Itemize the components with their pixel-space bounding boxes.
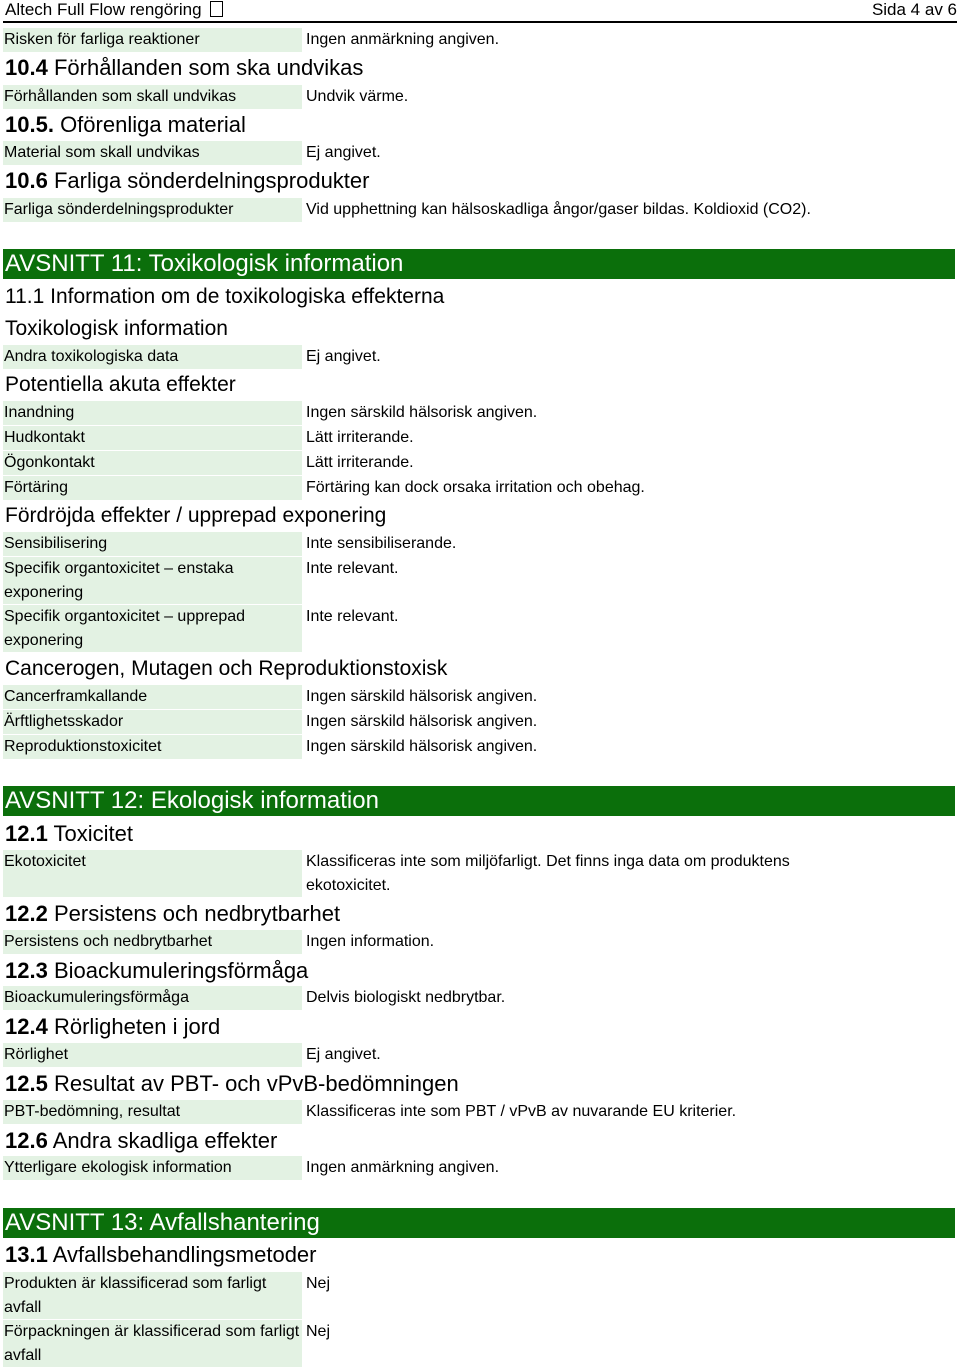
row-value: Ej angivet. (306, 1046, 381, 1063)
heading-10-4 (5, 54, 363, 82)
row-value: Ingen anmärkning angiven. (306, 31, 500, 48)
row-label: Material som skall undvikas (3, 141, 302, 165)
row-label: Förpackningen är klassificerad som farligt avfall (3, 1320, 302, 1367)
row-value: Nej (306, 1275, 331, 1292)
row-label: Hudkontakt (3, 426, 302, 450)
heading-number: 12.1 (5, 821, 48, 846)
heading-12-3 (5, 957, 308, 985)
row-value: Ingen särskild hälsorisk angiven. (306, 688, 538, 705)
row-label: Ytterligare ekologisk information (3, 1156, 302, 1180)
heading-text: Rörligheten i jord (53, 1014, 221, 1039)
row-value: Lätt irriterande. (306, 429, 414, 446)
row-label: Förhållanden som skall undvikas (3, 85, 302, 109)
row-value: Vid upphettning kan hälsoskadliga ångor/gaser bildas. Koldioxid (CO2). (306, 201, 811, 218)
row-value: Ingen anmärkning angiven. (306, 1159, 500, 1176)
section-13-bar: AVSNITT 13: Avfallshantering (3, 1208, 955, 1238)
heading-cmr: Cancerogen, Mutagen och Reproduktionstoxisk (5, 657, 448, 680)
row-value: Ingen särskild hälsorisk angiven. (306, 404, 538, 421)
row-value: Inte relevant. (306, 608, 399, 625)
heading-12-6 (5, 1127, 277, 1155)
row-value: Lätt irriterande. (306, 454, 414, 471)
heading-12-5 (5, 1070, 459, 1098)
heading-number: 12.6 (5, 1128, 48, 1153)
heading-11-1: 11.1 Information om de toxikologiska effekterna (5, 285, 445, 308)
row-value: Undvik värme. (306, 88, 409, 105)
row-value: Delvis biologiskt nedbrytbar. (306, 989, 506, 1006)
heading-number: 12.2 (5, 901, 48, 926)
header-divider (3, 21, 957, 23)
row-label: Farliga sönderdelningsprodukter (3, 198, 302, 222)
row-label: Bioackumuleringsförmåga (3, 986, 302, 1010)
page-number: Sida 4 av 6 (871, 0, 957, 19)
heading-12-1 (5, 820, 133, 848)
row-label: Ögonkontakt (3, 451, 302, 475)
heading-number: 10.4 (5, 55, 48, 80)
row-label: Andra toxikologiska data (3, 345, 302, 369)
row-label: Rörlighet (3, 1043, 302, 1067)
heading-number: 10.5. (5, 112, 54, 137)
section-11-bar: AVSNITT 11: Toxikologisk information (3, 249, 955, 279)
heading-text: Bioackumuleringsförmåga (53, 958, 309, 983)
row-value: Inte sensibiliserande. (306, 535, 457, 552)
heading-text: Avfallsbehandlingsmetoder (52, 1242, 317, 1267)
row-label: Reproduktionstoxicitet (3, 735, 302, 759)
heading-text: Toxicitet (53, 821, 134, 846)
row-label: Inandning (3, 401, 302, 425)
heading-acute-effects: Potentiella akuta effekter (5, 373, 236, 396)
row-label: PBT-bedömning, resultat (3, 1100, 302, 1124)
heading-text: Andra skadliga effekter (52, 1128, 278, 1153)
product-title: Altech Full Flow rengöring (5, 0, 202, 19)
heading-number: 10.6 (5, 168, 48, 193)
symbol-box-icon (210, 1, 223, 17)
row-value: Ingen särskild hälsorisk angiven. (306, 738, 538, 755)
heading-13-1 (5, 1241, 317, 1269)
row-label: Cancerframkallande (3, 685, 302, 709)
heading-number: 12.5 (5, 1071, 48, 1096)
heading-tox-info: Toxikologisk information (5, 317, 228, 340)
row-label: Produkten är klassificerad som farligt avfall (3, 1272, 302, 1319)
heading-12-4 (5, 1013, 220, 1041)
row-label: Specifik organtoxicitet – upprepad exponering (3, 605, 302, 652)
heading-12-2 (5, 900, 340, 928)
row-value: Inte relevant. (306, 560, 399, 577)
heading-10-5 (5, 111, 246, 139)
row-label: Risken för farliga reaktioner (3, 28, 302, 52)
row-value: Förtäring kan dock orsaka irritation och obehag. (306, 479, 645, 496)
row-value: Ej angivet. (306, 144, 381, 161)
row-value: Ingen information. (306, 933, 435, 950)
heading-number: 12.3 (5, 958, 48, 983)
row-value: Klassificeras inte som PBT / vPvB av nuvarande EU kriterier. (306, 1103, 737, 1120)
heading-10-6 (5, 167, 369, 195)
section-12-bar: AVSNITT 12: Ekologisk information (3, 786, 955, 816)
heading-text: Farliga sönderdelningsprodukter (53, 168, 370, 193)
heading-text: Oförenliga material (60, 112, 246, 137)
heading-text: Förhållanden som ska undvikas (53, 55, 364, 80)
row-value: Ingen särskild hälsorisk angiven. (306, 713, 538, 730)
row-label: Sensibilisering (3, 532, 302, 556)
heading-delayed-effects: Fördröjda effekter / upprepad exponering (5, 504, 387, 527)
heading-text: Resultat av PBT- och vPvB-bedömningen (53, 1071, 459, 1096)
row-label: Ärftlighetsskador (3, 710, 302, 734)
heading-number: 12.4 (5, 1014, 48, 1039)
row-value: Ej angivet. (306, 348, 381, 365)
row-label: Specifik organtoxicitet – enstaka exponering (3, 557, 302, 604)
row-label: Persistens och nedbrytbarhet (3, 930, 302, 954)
row-value: Nej (306, 1323, 331, 1340)
heading-text: Persistens och nedbrytbarhet (53, 901, 341, 926)
heading-number: 13.1 (5, 1242, 48, 1267)
row-value: Klassificeras inte som miljöfarligt. Det finns inga data om produktens ekotoxicitet. (306, 853, 790, 894)
product-name (5, 0, 223, 20)
row-label: Ekotoxicitet (3, 850, 302, 897)
row-label: Förtäring (3, 476, 302, 500)
